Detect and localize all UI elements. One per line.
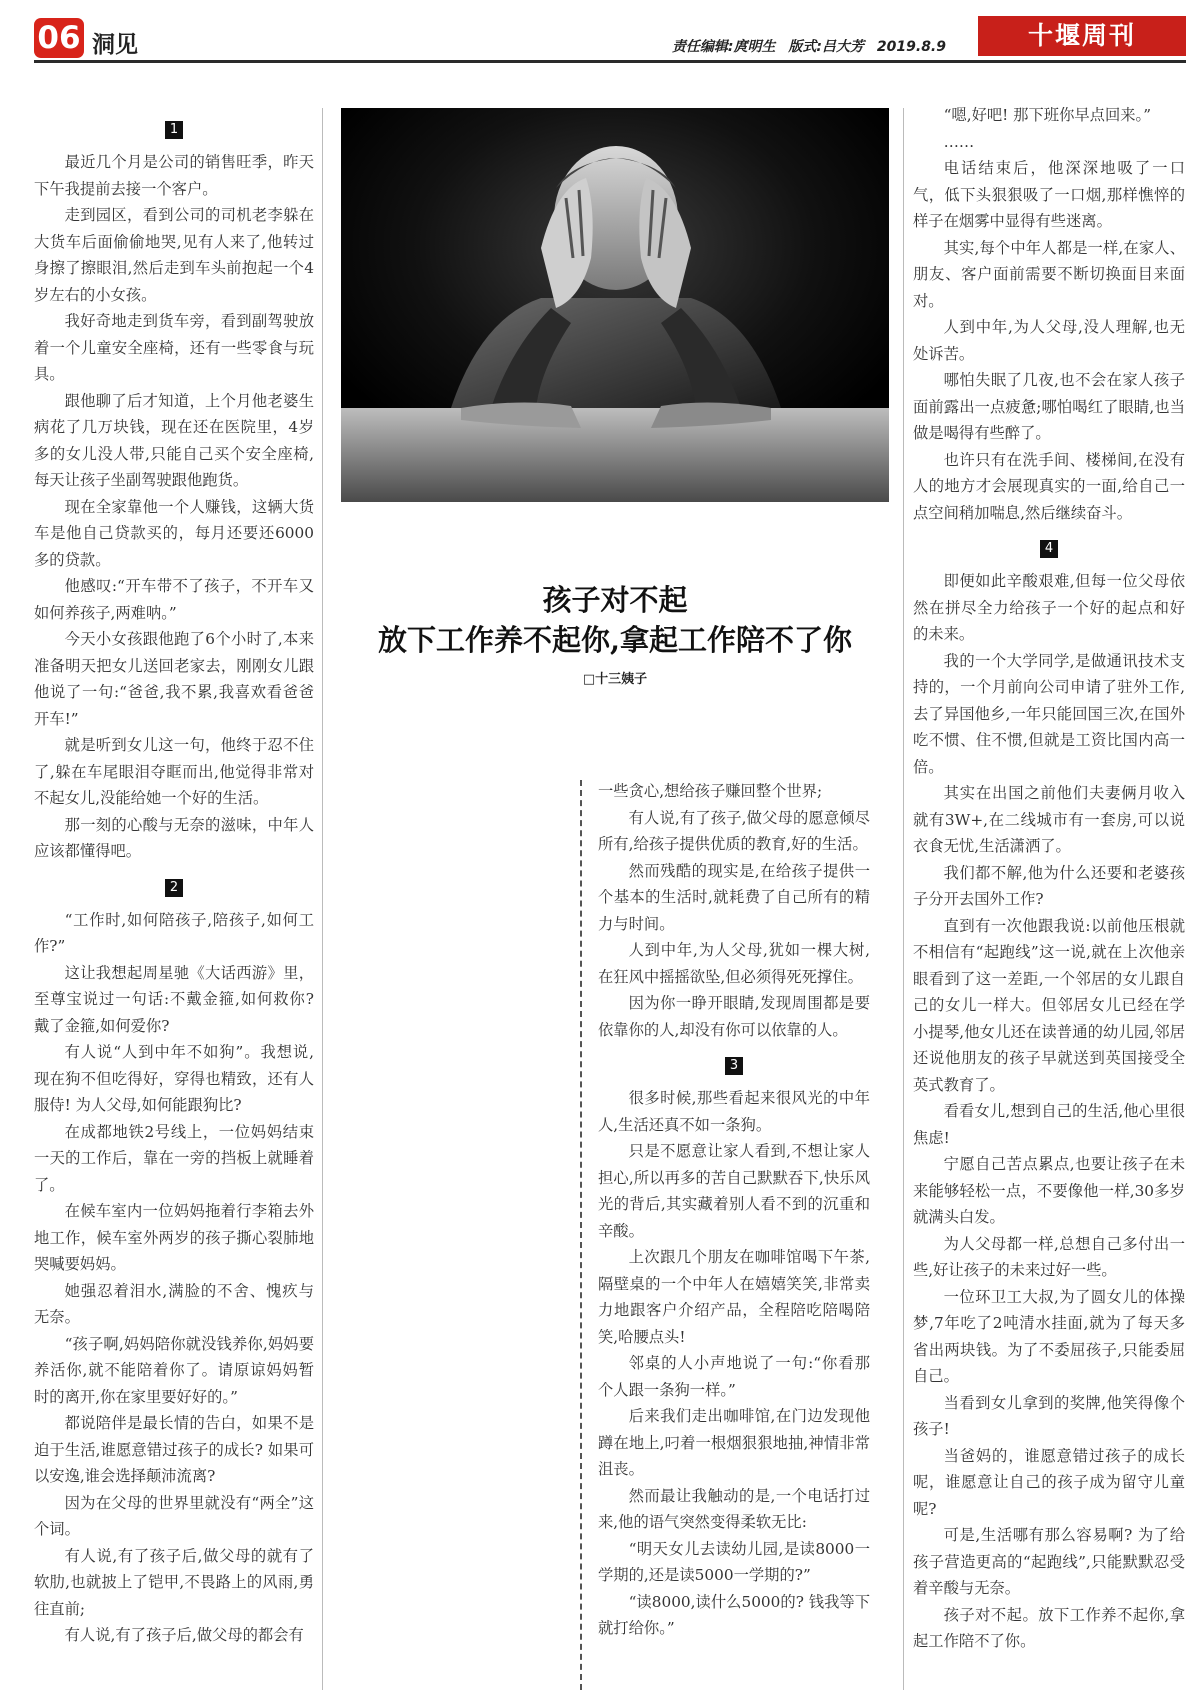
article-title-line2: 放下工作养不起你,拿起工作陪不了你 xyxy=(377,623,853,657)
page-number-badge: 06 xyxy=(34,18,84,58)
paragraph: 电话结束后，他深深地吸了一口气，低下头狠狠吸了一口烟,那样憔悴的样子在烟雾中显得有些迷离。 xyxy=(913,159,1185,230)
paragraph: 因为你一睁开眼睛,发现周围都是要依靠你的人,却没有你可以依靠的人。 xyxy=(598,994,870,1039)
paragraph: 那一刻的心酸与无奈的滋味，中年人应该都懂得吧。 xyxy=(34,815,314,860)
paragraph: 当看到女儿拿到的奖牌,他笑得像个孩子! xyxy=(913,1393,1185,1438)
editor-credit: 责任编辑:庹明生 xyxy=(671,39,776,55)
article-photo xyxy=(341,108,889,502)
paragraph: 跟他聊了后才知道，上个月他老婆生病花了几万块钱，现在还在医院里，4岁多的女儿没人带,只能自己买个安全座椅,每天让孩子坐副驾驶跟他跑货。 xyxy=(34,391,314,489)
paragraph: 直到有一次他跟我说:以前他压根就不相信有“起跑线”这一说,就在上次他亲眼看到了这一差距,一个邻居的女儿跟自己的女儿一样大。但邻居女儿已经在学小提琴,他女儿还在读普通的幼儿园,邻居还说他朋友的孩子早就送到英国接受全英式教育了。 xyxy=(913,916,1185,1094)
paragraph: 人到中年,为人父母,犹如一棵大树,在狂风中摇摇欲坠,但必须得死死撑住。 xyxy=(598,941,870,986)
paragraph: 我好奇地走到货车旁，看到副驾驶放着一个儿童安全座椅，还有一些零食与玩具。 xyxy=(34,312,314,383)
paragraph: 有人说,有了孩子后,做父母的就有了软肋,也就披上了铠甲,不畏路上的风雨,勇往直前; xyxy=(34,1546,314,1618)
paragraph: “嗯,好吧! 那下班你早点回来。” xyxy=(943,106,1152,124)
masthead-logo: 十堰周刊 xyxy=(978,16,1186,56)
section-number-4: 4 xyxy=(1040,540,1058,558)
paragraph: 一些贪心,想给孩子赚回整个世界; xyxy=(598,782,823,800)
paragraph: 我们都不解,他为什么还要和老婆孩子分开去国外工作? xyxy=(913,863,1185,908)
paragraph: 其实,每个中年人都是一样,在家人、朋友、客户面前需要不断切换面目来面对。 xyxy=(913,238,1185,310)
paragraph: 她强忍着泪水,满脸的不舍、愧疚与无奈。 xyxy=(34,1281,314,1326)
paragraph: 有人说,有了孩子,做父母的愿意倾尽所有,给孩子提供优质的教育,好的生活。 xyxy=(598,808,870,853)
column-rule-left xyxy=(322,108,323,1690)
paragraph: 人到中年,为人父母,没人理解,也无处诉苦。 xyxy=(913,318,1185,363)
paragraph: 他感叹:“开车带不了孩子，不开车又如何养孩子,两难呐。” xyxy=(34,577,314,622)
paragraph: 宁愿自己苦点累点,也要让孩子在未来能够轻松一点，不要像他一样,30多岁就满头白发。 xyxy=(913,1155,1185,1226)
distressed-man-image xyxy=(341,108,889,502)
paragraph: 上次跟几个朋友在咖啡馆喝下午茶,隔壁桌的一个中年人在嬉嬉笑笑,非常卖力地跟客户介绍产品，全程陪吃陪喝陪笑,哈腰点头! xyxy=(598,1248,870,1346)
paragraph: “孩子啊,妈妈陪你就没钱养你,妈妈要养活你,就不能陪着你了。请原谅妈妈暂时的离开,你在家里要好好的。” xyxy=(34,1334,314,1406)
paragraph: 我的一个大学同学,是做通讯技术支持的，一个月前向公司申请了驻外工作,去了异国他乡,一年只能回国三次,在国外吃不惯、住不惯,但就是工资比国内高一倍。 xyxy=(913,651,1185,776)
paragraph: 这让我想起周星驰《大话西游》里，至尊宝说过一句话:不戴金箍,如何救你? 戴了金箍,如何爱你? xyxy=(34,963,314,1035)
paragraph: “明天女儿去读幼儿园,是读8000一学期的,还是读5000一学期的?” xyxy=(598,1539,870,1584)
paragraph: 就是听到女儿这一句，他终于忍不住了,躲在车尾眼泪夺眶而出,他觉得非常对不起女儿,没能给她一个好的生活。 xyxy=(34,736,314,807)
paragraph: 现在全家靠他一个人赚钱，这辆大货车是他自己贷款买的，每月还要还6000多的贷款。 xyxy=(34,497,314,569)
paragraph: 也许只有在洗手间、楼梯间,在没有人的地方才会展现真实的一面,给自己一点空间稍加喘息,然后继续奋斗。 xyxy=(913,450,1185,522)
section-title: 洞见 xyxy=(92,32,138,58)
paragraph: 当爸妈的，谁愿意错过孩子的成长呢，谁愿意让自己的孩子成为留守儿童呢? xyxy=(913,1446,1185,1518)
paragraph: “读8000,读什么5000的? 钱我等下就打给你。” xyxy=(598,1592,870,1637)
paragraph: “工作时,如何陪孩子,陪孩子,如何工作?” xyxy=(34,910,314,955)
paragraph: 有人说,有了孩子后,做父母的都会有 xyxy=(64,1626,304,1644)
paragraph: 后来我们走出咖啡馆,在门边发现他蹲在地上,叼着一根烟狠狠地抽,神情非常沮丧。 xyxy=(598,1407,870,1478)
column-2 xyxy=(598,778,870,1642)
paragraph: 看看女儿,想到自己的生活,他心里很焦虑! xyxy=(913,1102,1185,1147)
paragraph: 邻桌的人小声地说了一句:“你看那个人跟一条狗一样。” xyxy=(598,1354,870,1399)
paragraph: 很多时候,那些看起来很风光的中年人,生活还真不如一条狗。 xyxy=(598,1089,870,1134)
paragraph: 有人说“人到中年不如狗”。我想说,现在狗不但吃得好，穿得也精致，还有人服侍! 为人父母,如何能跟狗比? xyxy=(34,1043,314,1114)
dashed-divider xyxy=(580,780,582,1690)
paragraph: …… xyxy=(943,132,975,151)
paragraph: 走到园区，看到公司的司机老李躲在大货车后面偷偷地哭,见有人来了,他转过身擦了擦眼泪,然后走到车头前抱起一个4岁左右的小女孩。 xyxy=(34,206,314,304)
paragraph: 即便如此辛酸艰难,但每一位父母依然在拼尽全力给孩子一个好的起点和好的未来。 xyxy=(913,572,1185,643)
layout-credit: 版式:吕大芳 xyxy=(788,39,865,55)
paragraph: 在候车室内一位妈妈拖着行李箱去外地工作，候车室外两岁的孩子撕心裂肺地哭喊要妈妈。 xyxy=(34,1202,314,1273)
section-number-3: 3 xyxy=(725,1057,743,1075)
paragraph: 其实在出国之前他们夫妻俩月收入就有3W+,在二线城市有一套房,可以说衣食无忧,生活潇洒了。 xyxy=(913,784,1185,855)
paragraph: 因为在父母的世界里就没有“两全”这个词。 xyxy=(34,1493,314,1538)
paragraph: 哪怕失眠了几夜,也不会在家人孩子面前露出一点疲惫;哪怕喝红了眼睛,也当做是喝得有些醉了。 xyxy=(913,371,1185,442)
paragraph: 一位环卫工大叔,为了圆女儿的体操梦,7年吃了2吨清水挂面,就为了每天多省出两块钱。为了不委屈孩子,只能委屈自己。 xyxy=(913,1287,1185,1385)
paragraph: 都说陪伴是最长情的告白，如果不是迫于生活,谁愿意错过孩子的成长? 如果可以安逸,谁会选择颠沛流离? xyxy=(34,1414,314,1485)
paragraph: 可是,生活哪有那么容易啊? 为了给孩子营造更高的“起跑线”,只能默默忍受着辛酸与无奈。 xyxy=(913,1526,1185,1597)
paragraph: 孩子对不起。放下工作养不起你,拿起工作陪不了你。 xyxy=(913,1605,1185,1650)
paragraph: 然而最让我触动的是,一个电话打过来,他的语气突然变得柔软无比: xyxy=(598,1486,870,1531)
article-title-block xyxy=(341,580,889,687)
article-byline: □十三姨子 xyxy=(582,672,648,687)
paragraph: 只是不愿意让家人看到,不想让家人担心,所以再多的苦自己默默吞下,快乐风光的背后,其实藏着别人看不到的沉重和辛酸。 xyxy=(598,1142,870,1240)
issue-date: 2019.8.9 xyxy=(876,39,946,55)
paragraph: 今天小女孩跟他跑了6个小时了,本来准备明天把女儿送回老家去，刚刚女儿跟他说了一句:“爸爸,我不累,我喜欢看爸爸开车!” xyxy=(34,630,314,728)
section-number-1: 1 xyxy=(165,121,183,139)
column-3 xyxy=(913,102,1185,1655)
paragraph: 最近几个月是公司的销售旺季，昨天下午我提前去接一个客户。 xyxy=(34,153,314,198)
article-title-line1: 孩子对不起 xyxy=(542,583,688,617)
page-header xyxy=(34,14,1186,63)
section-number-2: 2 xyxy=(165,879,183,897)
paragraph: 在成都地铁2号线上，一位妈妈结束一天的工作后，靠在一旁的挡板上就睡着了。 xyxy=(34,1122,314,1194)
credits-line xyxy=(664,36,946,56)
paragraph: 然而残酷的现实是,在给孩子提供一个基本的生活时,就耗费了自己所有的精力与时间。 xyxy=(598,861,870,933)
column-rule-right xyxy=(903,108,904,1690)
paragraph: 为人父母都一样,总想自己多付出一些,好让孩子的未来过好一些。 xyxy=(913,1234,1185,1279)
column-1 xyxy=(34,115,314,1649)
